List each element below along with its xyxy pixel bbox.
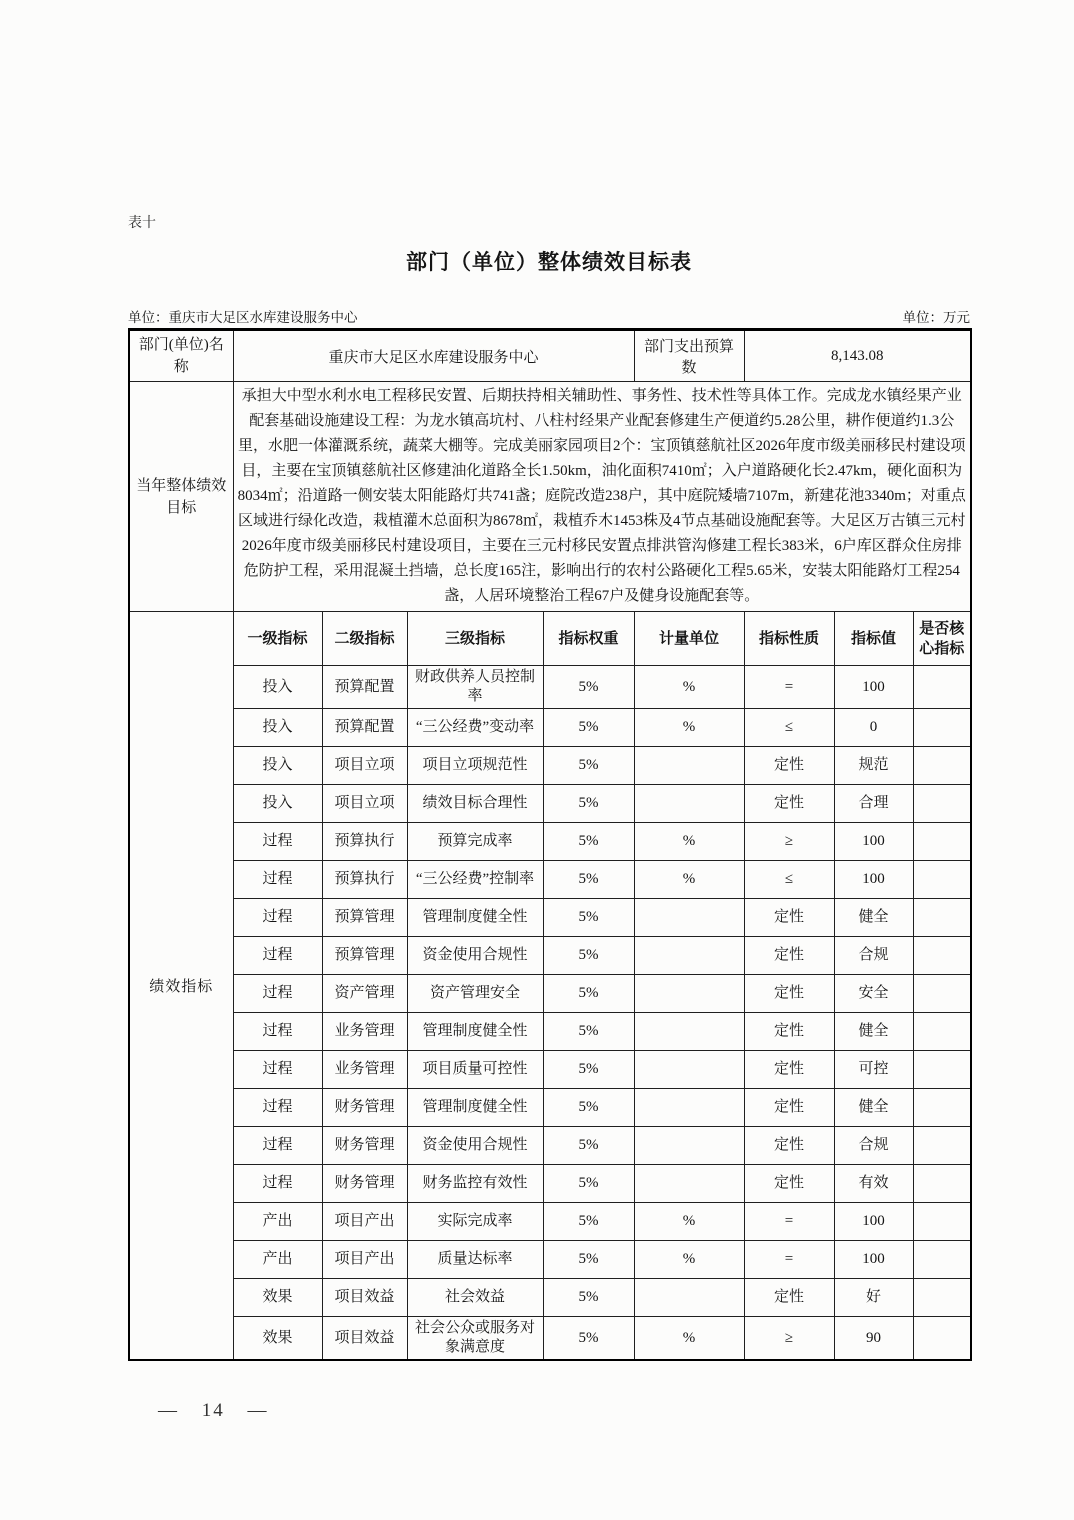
table-cell: 过程	[233, 1013, 322, 1051]
column-header-level1: 一级指标	[233, 612, 322, 666]
table-row	[129, 1241, 971, 1279]
table-cell: 健全	[834, 1089, 913, 1127]
page-title: 部门（单位）整体绩效目标表	[406, 250, 692, 274]
table-cell	[913, 1317, 971, 1361]
table-cell: 效果	[233, 1279, 322, 1317]
table-cell: 100	[834, 823, 913, 861]
table-row	[129, 1165, 971, 1203]
goal-text: 承担大中型水利水电工程移民安置、后期扶持相关辅助性、事务性、技术性等具体工作。完成龙水镇经果产业配套基础设施建设工程：为龙水镇高坑村、八柱村经果产业配套修建生产便道约5.28公里，耕作便道约1.3公里，水肥一体灌溉系统，蔬菜大棚等。完成美丽家园项目2个：宝顶镇慈航社区2026年度市级美丽移民村建设项目，主要在宝顶镇慈航社区修建油化道路全长1.50km，油化面积7410㎡；入户道路硬化长2.47km，硬化面积为8034㎡；沿道路一侧安装太阳能路灯共741盏；庭院改造238户，其中庭院矮墙7107m，新建花池3340m；对重点区域进行绿化改造，栽植灌木总面积为8678㎡，栽植乔木1453株及4节点基础设施配套等。大足区万古镇三元村2026年度市级美丽移民村建设项目，主要在三元村移民安置点排洪管沟修建工程长383米，6户库区群众住房排危防护工程，采用混凝土挡墙，总长度165注，影响出行的农村公路硬化工程5.65米，安装太阳能路灯工程254盏，人居环境整治工程67户及健身设施配套等。	[233, 382, 971, 612]
table-cell	[913, 709, 971, 747]
table-cell: 定性	[744, 1089, 834, 1127]
column-header-nature: 指标性质	[744, 612, 834, 666]
budget-value: 8,143.08	[744, 330, 971, 382]
table-cell: %	[634, 823, 744, 861]
table-cell	[634, 1051, 744, 1089]
table-cell: 投入	[233, 747, 322, 785]
table-cell: 财政供养人员控制率	[407, 666, 543, 709]
table-cell	[913, 937, 971, 975]
table-cell: 5%	[543, 709, 634, 747]
table-cell	[913, 666, 971, 709]
table-cell: 财务管理	[322, 1165, 407, 1203]
table-cell	[913, 1089, 971, 1127]
table-cell: 定性	[744, 785, 834, 823]
column-header-value: 指标值	[834, 612, 913, 666]
table-cell: 安全	[834, 975, 913, 1013]
table-cell	[634, 1127, 744, 1165]
table-cell: 项目产出	[322, 1241, 407, 1279]
table-cell: 5%	[543, 1165, 634, 1203]
table-cell: ≤	[744, 861, 834, 899]
table-cell: ≥	[744, 823, 834, 861]
table-cell: 定性	[744, 747, 834, 785]
column-header-level3: 三级指标	[407, 612, 543, 666]
table-cell: 有效	[834, 1165, 913, 1203]
table-cell: 业务管理	[322, 1051, 407, 1089]
table-cell: 5%	[543, 1127, 634, 1165]
table-cell: 管理制度健全性	[407, 1089, 543, 1127]
table-cell: 规范	[834, 747, 913, 785]
table-row	[129, 1089, 971, 1127]
table-cell: 过程	[233, 1165, 322, 1203]
table-cell: 100	[834, 666, 913, 709]
table-cell: 过程	[233, 861, 322, 899]
table-cell: 5%	[543, 1317, 634, 1361]
table-cell: 5%	[543, 1051, 634, 1089]
table-cell: 可控	[834, 1051, 913, 1089]
table-cell: 5%	[543, 1203, 634, 1241]
document-content	[128, 212, 970, 1361]
table-cell: 100	[834, 1241, 913, 1279]
table-cell: 社会效益	[407, 1279, 543, 1317]
table-cell: 财务监控有效性	[407, 1165, 543, 1203]
table-cell	[913, 1127, 971, 1165]
table-cell	[634, 1279, 744, 1317]
table-cell	[913, 899, 971, 937]
table-cell	[634, 937, 744, 975]
table-cell: 定性	[744, 1051, 834, 1089]
table-cell: 定性	[744, 937, 834, 975]
table-cell: 5%	[543, 747, 634, 785]
table-cell: 项目立项	[322, 785, 407, 823]
table-cell: 项目效益	[322, 1317, 407, 1361]
table-cell: ≤	[744, 709, 834, 747]
table-cell: 过程	[233, 975, 322, 1013]
table-cell: 过程	[233, 1127, 322, 1165]
table-cell: 项目效益	[322, 1279, 407, 1317]
table-cell: 预算执行	[322, 823, 407, 861]
unit-line	[128, 306, 970, 326]
table-row	[129, 785, 971, 823]
table-cell: 资产管理安全	[407, 975, 543, 1013]
table-row	[129, 1051, 971, 1089]
table-cell: 产出	[233, 1241, 322, 1279]
table-cell: 5%	[543, 1013, 634, 1051]
table-cell: 管理制度健全性	[407, 899, 543, 937]
table-cell: 5%	[543, 861, 634, 899]
table-row	[129, 1013, 971, 1051]
table-cell: 预算完成率	[407, 823, 543, 861]
table-cell: 过程	[233, 823, 322, 861]
table-cell: ≥	[744, 1317, 834, 1361]
table-cell: 5%	[543, 823, 634, 861]
table-cell	[634, 975, 744, 1013]
table-row	[129, 1279, 971, 1317]
table-cell: 投入	[233, 785, 322, 823]
table-cell: 项目质量可控性	[407, 1051, 543, 1089]
table-cell: 实际完成率	[407, 1203, 543, 1241]
table-cell: 预算配置	[322, 709, 407, 747]
table-cell: 投入	[233, 666, 322, 709]
table-row	[129, 747, 971, 785]
table-cell	[634, 747, 744, 785]
table-cell: 合规	[834, 1127, 913, 1165]
dept-name-value: 重庆市大足区水库建设服务中心	[233, 330, 634, 382]
table-cell: 健全	[834, 899, 913, 937]
goal-label: 当年整体绩效目标	[129, 382, 233, 612]
unit-left-label: 单位：重庆市大足区水库建设服务中心	[128, 310, 358, 325]
table-cell	[913, 1013, 971, 1051]
table-cell: 过程	[233, 937, 322, 975]
table-cell	[634, 899, 744, 937]
table-cell: 财务管理	[322, 1127, 407, 1165]
table-cell: 管理制度健全性	[407, 1013, 543, 1051]
table-cell	[913, 747, 971, 785]
table-cell: =	[744, 1241, 834, 1279]
table-cell: 定性	[744, 1165, 834, 1203]
table-cell	[913, 1203, 971, 1241]
table-cell	[913, 861, 971, 899]
table-cell: 绩效目标合理性	[407, 785, 543, 823]
table-row	[129, 1317, 971, 1361]
table-cell	[634, 1089, 744, 1127]
indicator-header-row	[129, 612, 971, 666]
page-number: — 14 —	[158, 1400, 269, 1421]
table-cell: 5%	[543, 937, 634, 975]
table-cell: 预算管理	[322, 937, 407, 975]
table-row	[129, 823, 971, 861]
table-cell: 投入	[233, 709, 322, 747]
column-header-level2: 二级指标	[322, 612, 407, 666]
table-cell: 定性	[744, 1127, 834, 1165]
column-header-unit: 计量单位	[634, 612, 744, 666]
column-header-core: 是否核心指标	[913, 612, 971, 666]
table-cell	[913, 785, 971, 823]
table-cell: 0	[834, 709, 913, 747]
table-cell: “三公经费”控制率	[407, 861, 543, 899]
table-row	[129, 861, 971, 899]
table-cell: %	[634, 709, 744, 747]
table-cell: 质量达标率	[407, 1241, 543, 1279]
table-cell: 项目立项规范性	[407, 747, 543, 785]
indicators-section-label: 绩效指标	[129, 612, 233, 1361]
table-cell: 5%	[543, 1089, 634, 1127]
table-cell: 好	[834, 1279, 913, 1317]
table-cell: %	[634, 1317, 744, 1361]
goal-row	[129, 382, 971, 612]
budget-label: 部门支出预算数	[634, 330, 744, 382]
table-cell: 项目立项	[322, 747, 407, 785]
table-cell: 财务管理	[322, 1089, 407, 1127]
table-cell: 100	[834, 1203, 913, 1241]
table-cell: 90	[834, 1317, 913, 1361]
table-row	[129, 1203, 971, 1241]
table-cell: 项目产出	[322, 1203, 407, 1241]
table-cell: 业务管理	[322, 1013, 407, 1051]
table-cell	[913, 823, 971, 861]
table-cell: 过程	[233, 1089, 322, 1127]
table-cell	[913, 1165, 971, 1203]
table-cell: 资产管理	[322, 975, 407, 1013]
table-cell: %	[634, 1203, 744, 1241]
table-number-label: 表十	[128, 216, 156, 231]
table-cell: %	[634, 861, 744, 899]
table-cell	[634, 1013, 744, 1051]
table-cell	[634, 785, 744, 823]
table-cell: “三公经费”变动率	[407, 709, 543, 747]
table-cell: 定性	[744, 1279, 834, 1317]
table-cell: %	[634, 666, 744, 709]
table-row	[129, 937, 971, 975]
table-row	[129, 899, 971, 937]
table-cell: 预算管理	[322, 899, 407, 937]
table-cell: 5%	[543, 975, 634, 1013]
table-cell: 过程	[233, 1051, 322, 1089]
table-cell	[634, 1165, 744, 1203]
table-cell: 5%	[543, 785, 634, 823]
table-row	[129, 975, 971, 1013]
table-cell: 5%	[543, 1241, 634, 1279]
table-cell: 定性	[744, 975, 834, 1013]
table-cell: 合理	[834, 785, 913, 823]
table-cell: =	[744, 666, 834, 709]
table-cell: 资金使用合规性	[407, 937, 543, 975]
table-row	[129, 666, 971, 709]
table-cell: 5%	[543, 666, 634, 709]
column-header-weight: 指标权重	[543, 612, 634, 666]
table-cell: %	[634, 1241, 744, 1279]
performance-target-table	[128, 328, 972, 1361]
table-cell: 5%	[543, 1279, 634, 1317]
table-cell: 预算执行	[322, 861, 407, 899]
table-cell: 社会公众或服务对象满意度	[407, 1317, 543, 1361]
table-cell: 预算配置	[322, 666, 407, 709]
table-row	[129, 1127, 971, 1165]
table-cell: 过程	[233, 899, 322, 937]
table-cell: 合规	[834, 937, 913, 975]
dept-row	[129, 330, 971, 382]
table-cell: 产出	[233, 1203, 322, 1241]
table-cell	[913, 1051, 971, 1089]
unit-right-label: 单位：万元	[902, 310, 970, 325]
table-cell	[913, 1279, 971, 1317]
table-cell: 健全	[834, 1013, 913, 1051]
table-cell: 100	[834, 861, 913, 899]
table-cell	[913, 975, 971, 1013]
table-cell: 资金使用合规性	[407, 1127, 543, 1165]
table-cell: 5%	[543, 899, 634, 937]
dept-name-label: 部门(单位)名称	[129, 330, 233, 382]
table-row	[129, 709, 971, 747]
table-cell: 效果	[233, 1317, 322, 1361]
table-cell	[913, 1241, 971, 1279]
table-cell: 定性	[744, 899, 834, 937]
table-cell: =	[744, 1203, 834, 1241]
table-cell: 定性	[744, 1013, 834, 1051]
